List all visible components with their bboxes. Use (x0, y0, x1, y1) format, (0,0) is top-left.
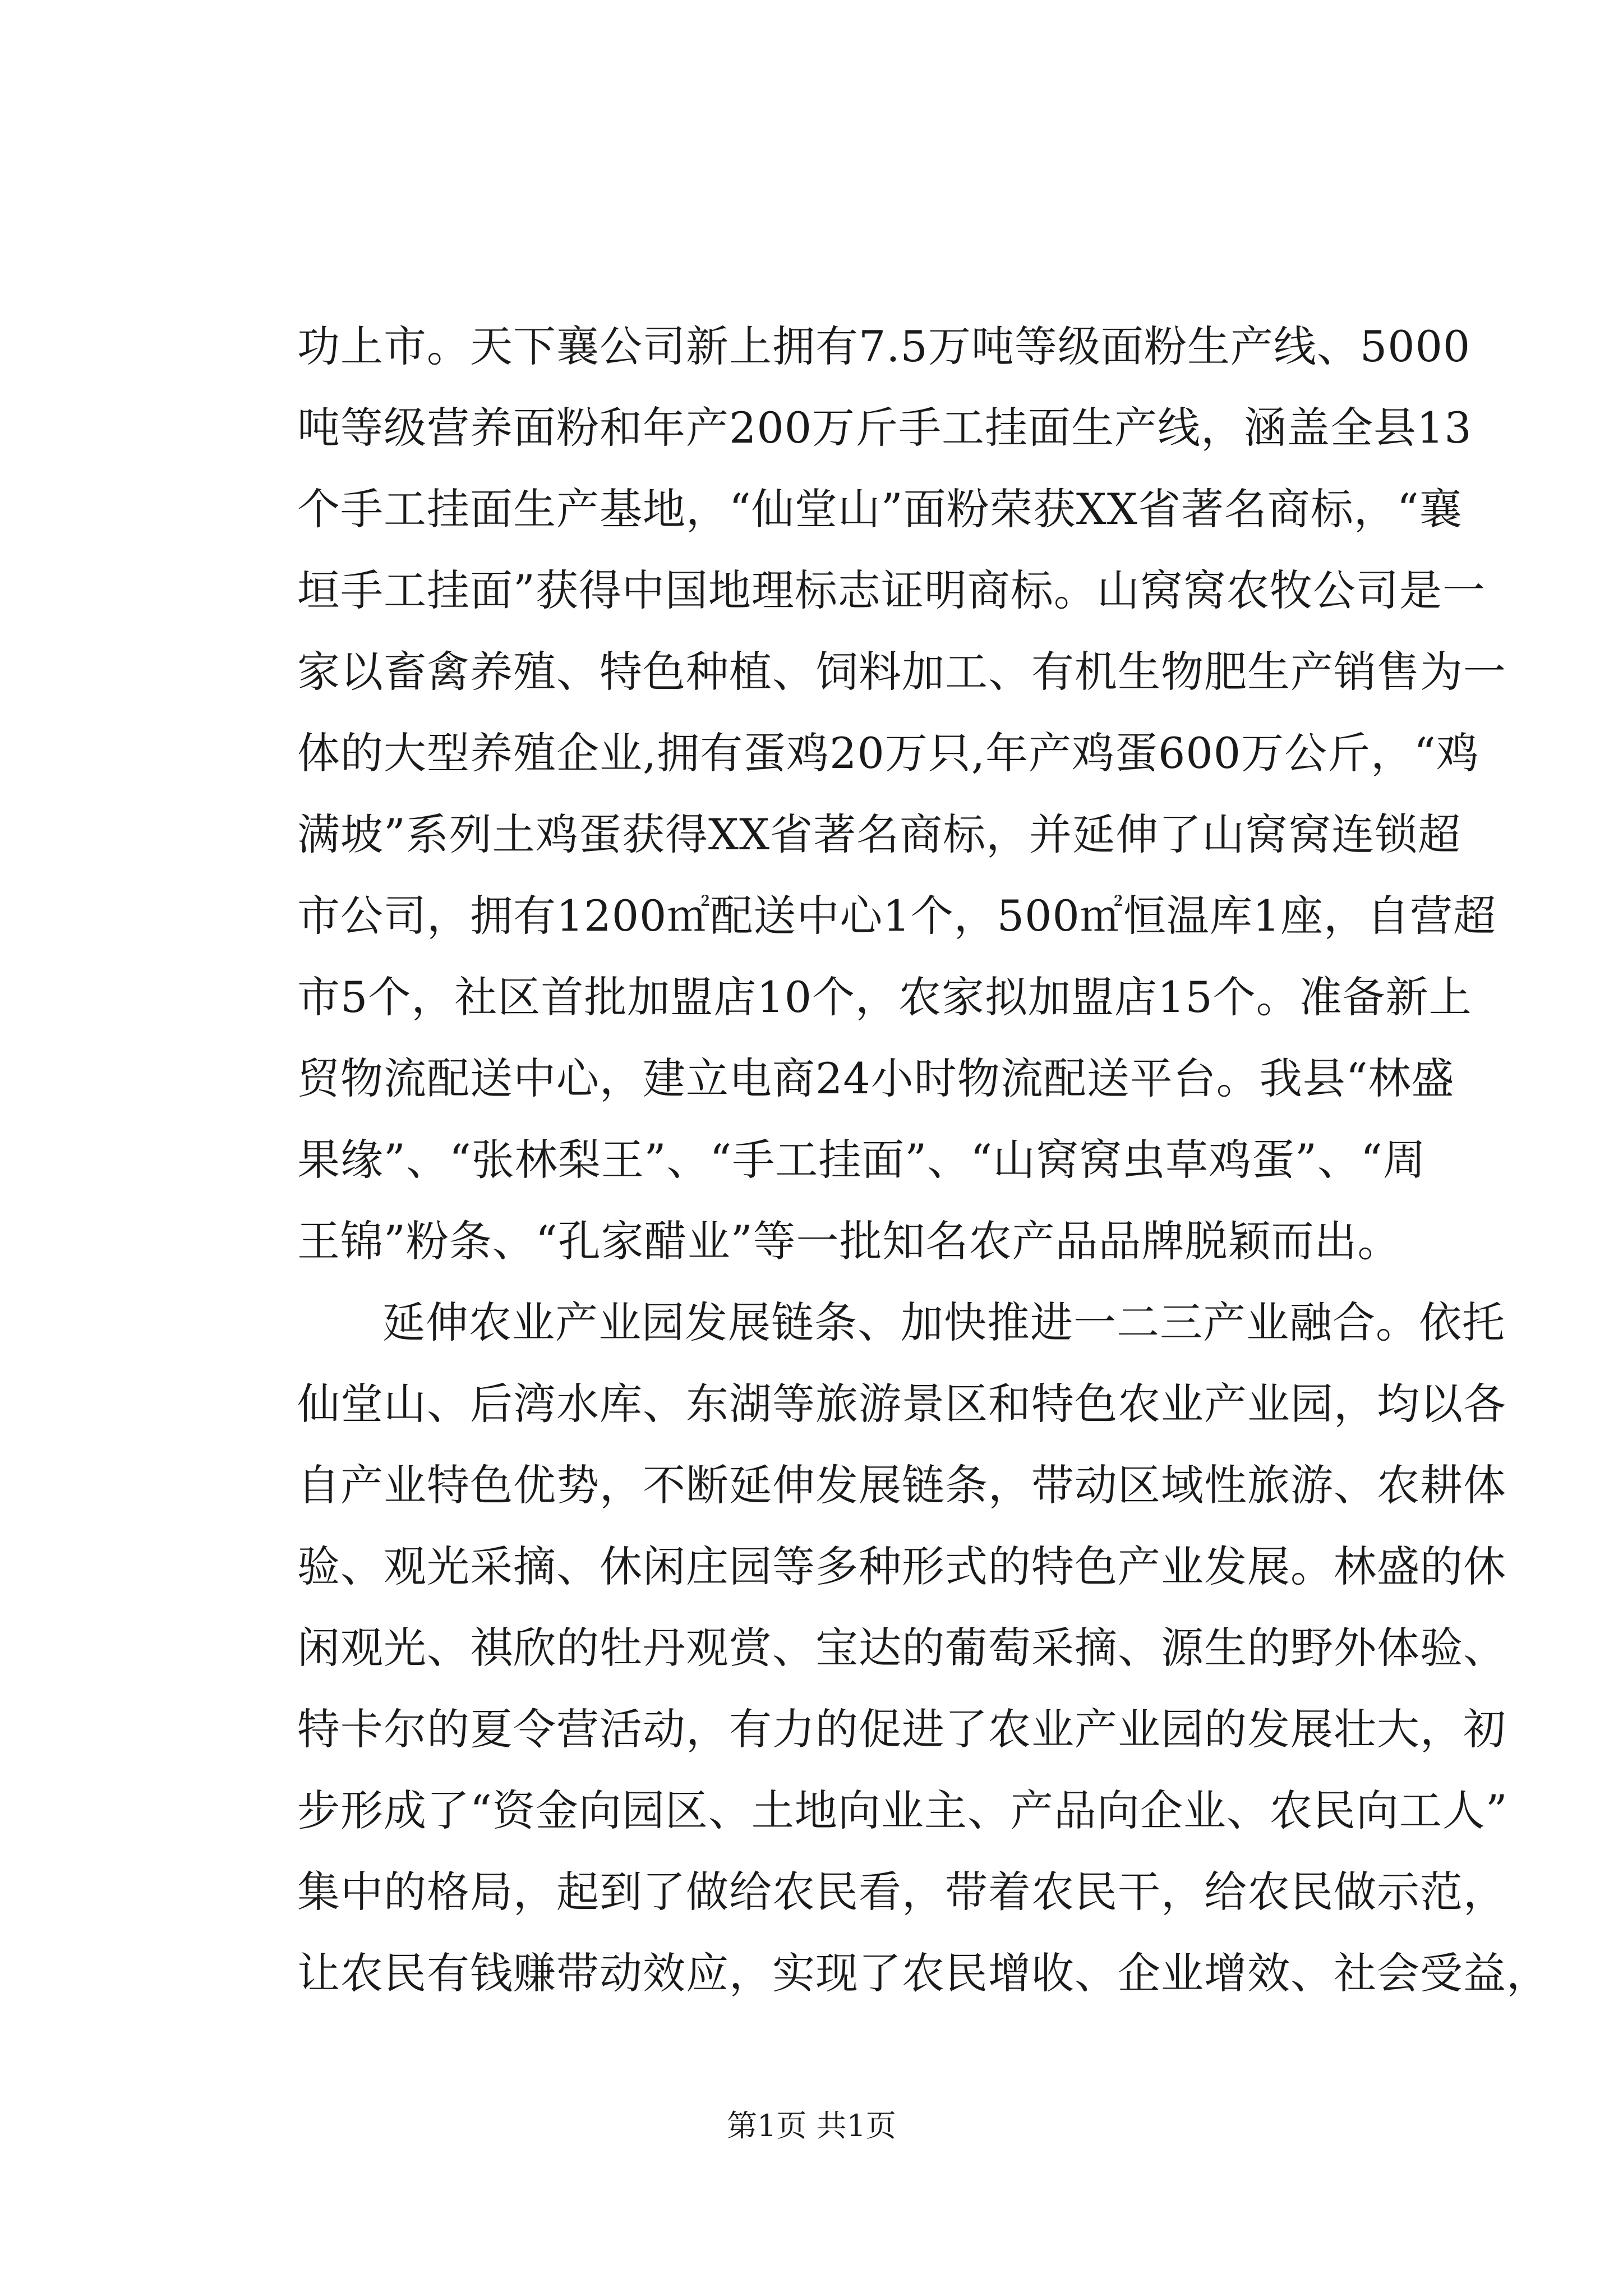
text-line: 家以畜禽养殖、特色种植、饲料加工、有机生物肥生产销售为一 (297, 647, 1506, 697)
text-line: 验、观光采摘、休闲庄园等多种形式的特色产业发展。林盛的休 (297, 1542, 1506, 1591)
page-number-label: 第1页 共1页 (727, 2108, 896, 2143)
text-line: 垣手工挂面”获得中国地理标志证明商标。山窝窝农牧公司是一 (297, 565, 1486, 615)
text-line: 步形成了“资金向园区、土地向业主、产品向企业、农民向工人” (297, 1786, 1508, 1835)
text-line: 果缘”、“张林梨王”、“手工挂面”、“山窝窝虫草鸡蛋”、“周 (297, 1135, 1426, 1185)
text-line: 延伸农业产业园发展链条、加快推进一二三产业融合。依托 (382, 1297, 1505, 1347)
text-line: 满坡”系列土鸡蛋获得XX省著名商标，并延伸了山窝窝连锁超 (297, 809, 1461, 859)
text-line: 吨等级营养面粉和年产200万斤手工挂面生产线，涵盖全县13 (297, 403, 1472, 453)
document-body (297, 306, 1550, 2014)
text-line: 闲观光、祺欣的牡丹观赏、宝达的葡萄采摘、源生的野外体验、 (297, 1623, 1506, 1673)
text-line: 自产业特色优势，不断延伸发展链条，带动区域性旅游、农耕体 (297, 1460, 1506, 1510)
page-footer (0, 2106, 1623, 2146)
text-line: 集中的格局，起到了做给农民看，带着农民干，给农民做示范， (297, 1867, 1506, 1917)
text-line: 市5个，社区首批加盟店10个，农家拟加盟店15个。准备新上 (297, 972, 1472, 1022)
text-line: 特卡尔的夏令营活动，有力的促进了农业产业园的发展壮大，初 (297, 1704, 1506, 1754)
text-line: 市公司，拥有1200㎡配送中心1个，500㎡恒温库1座，自营超 (297, 891, 1497, 941)
text-line: 贸物流配送中心，建立电商24小时物流配送平台。我县“林盛 (297, 1053, 1455, 1103)
paragraph-1 (297, 306, 1506, 1282)
text-line: 体的大型养殖企业,拥有蛋鸡20万只,年产鸡蛋600万公斤，“鸡 (297, 728, 1479, 778)
text-line: 个手工挂面生产基地，“仙堂山”面粉荣获XX省著名商标，“襄 (297, 484, 1463, 534)
text-line: 功上市。天下襄公司新上拥有7.5万吨等级面粉生产线、5000 (297, 321, 1471, 371)
text-line: 让农民有钱赚带动效应，实现了农民增收、企业增效、社会受益， (297, 1948, 1550, 1998)
paragraph-2 (297, 1282, 1550, 2014)
text-line: 仙堂山、后湾水库、东湖等旅游景区和特色农业产业园，均以各 (297, 1379, 1506, 1429)
text-line: 王锦”粉条、“孔家醋业”等一批知名农产品品牌脱颖而出。 (297, 1216, 1401, 1266)
